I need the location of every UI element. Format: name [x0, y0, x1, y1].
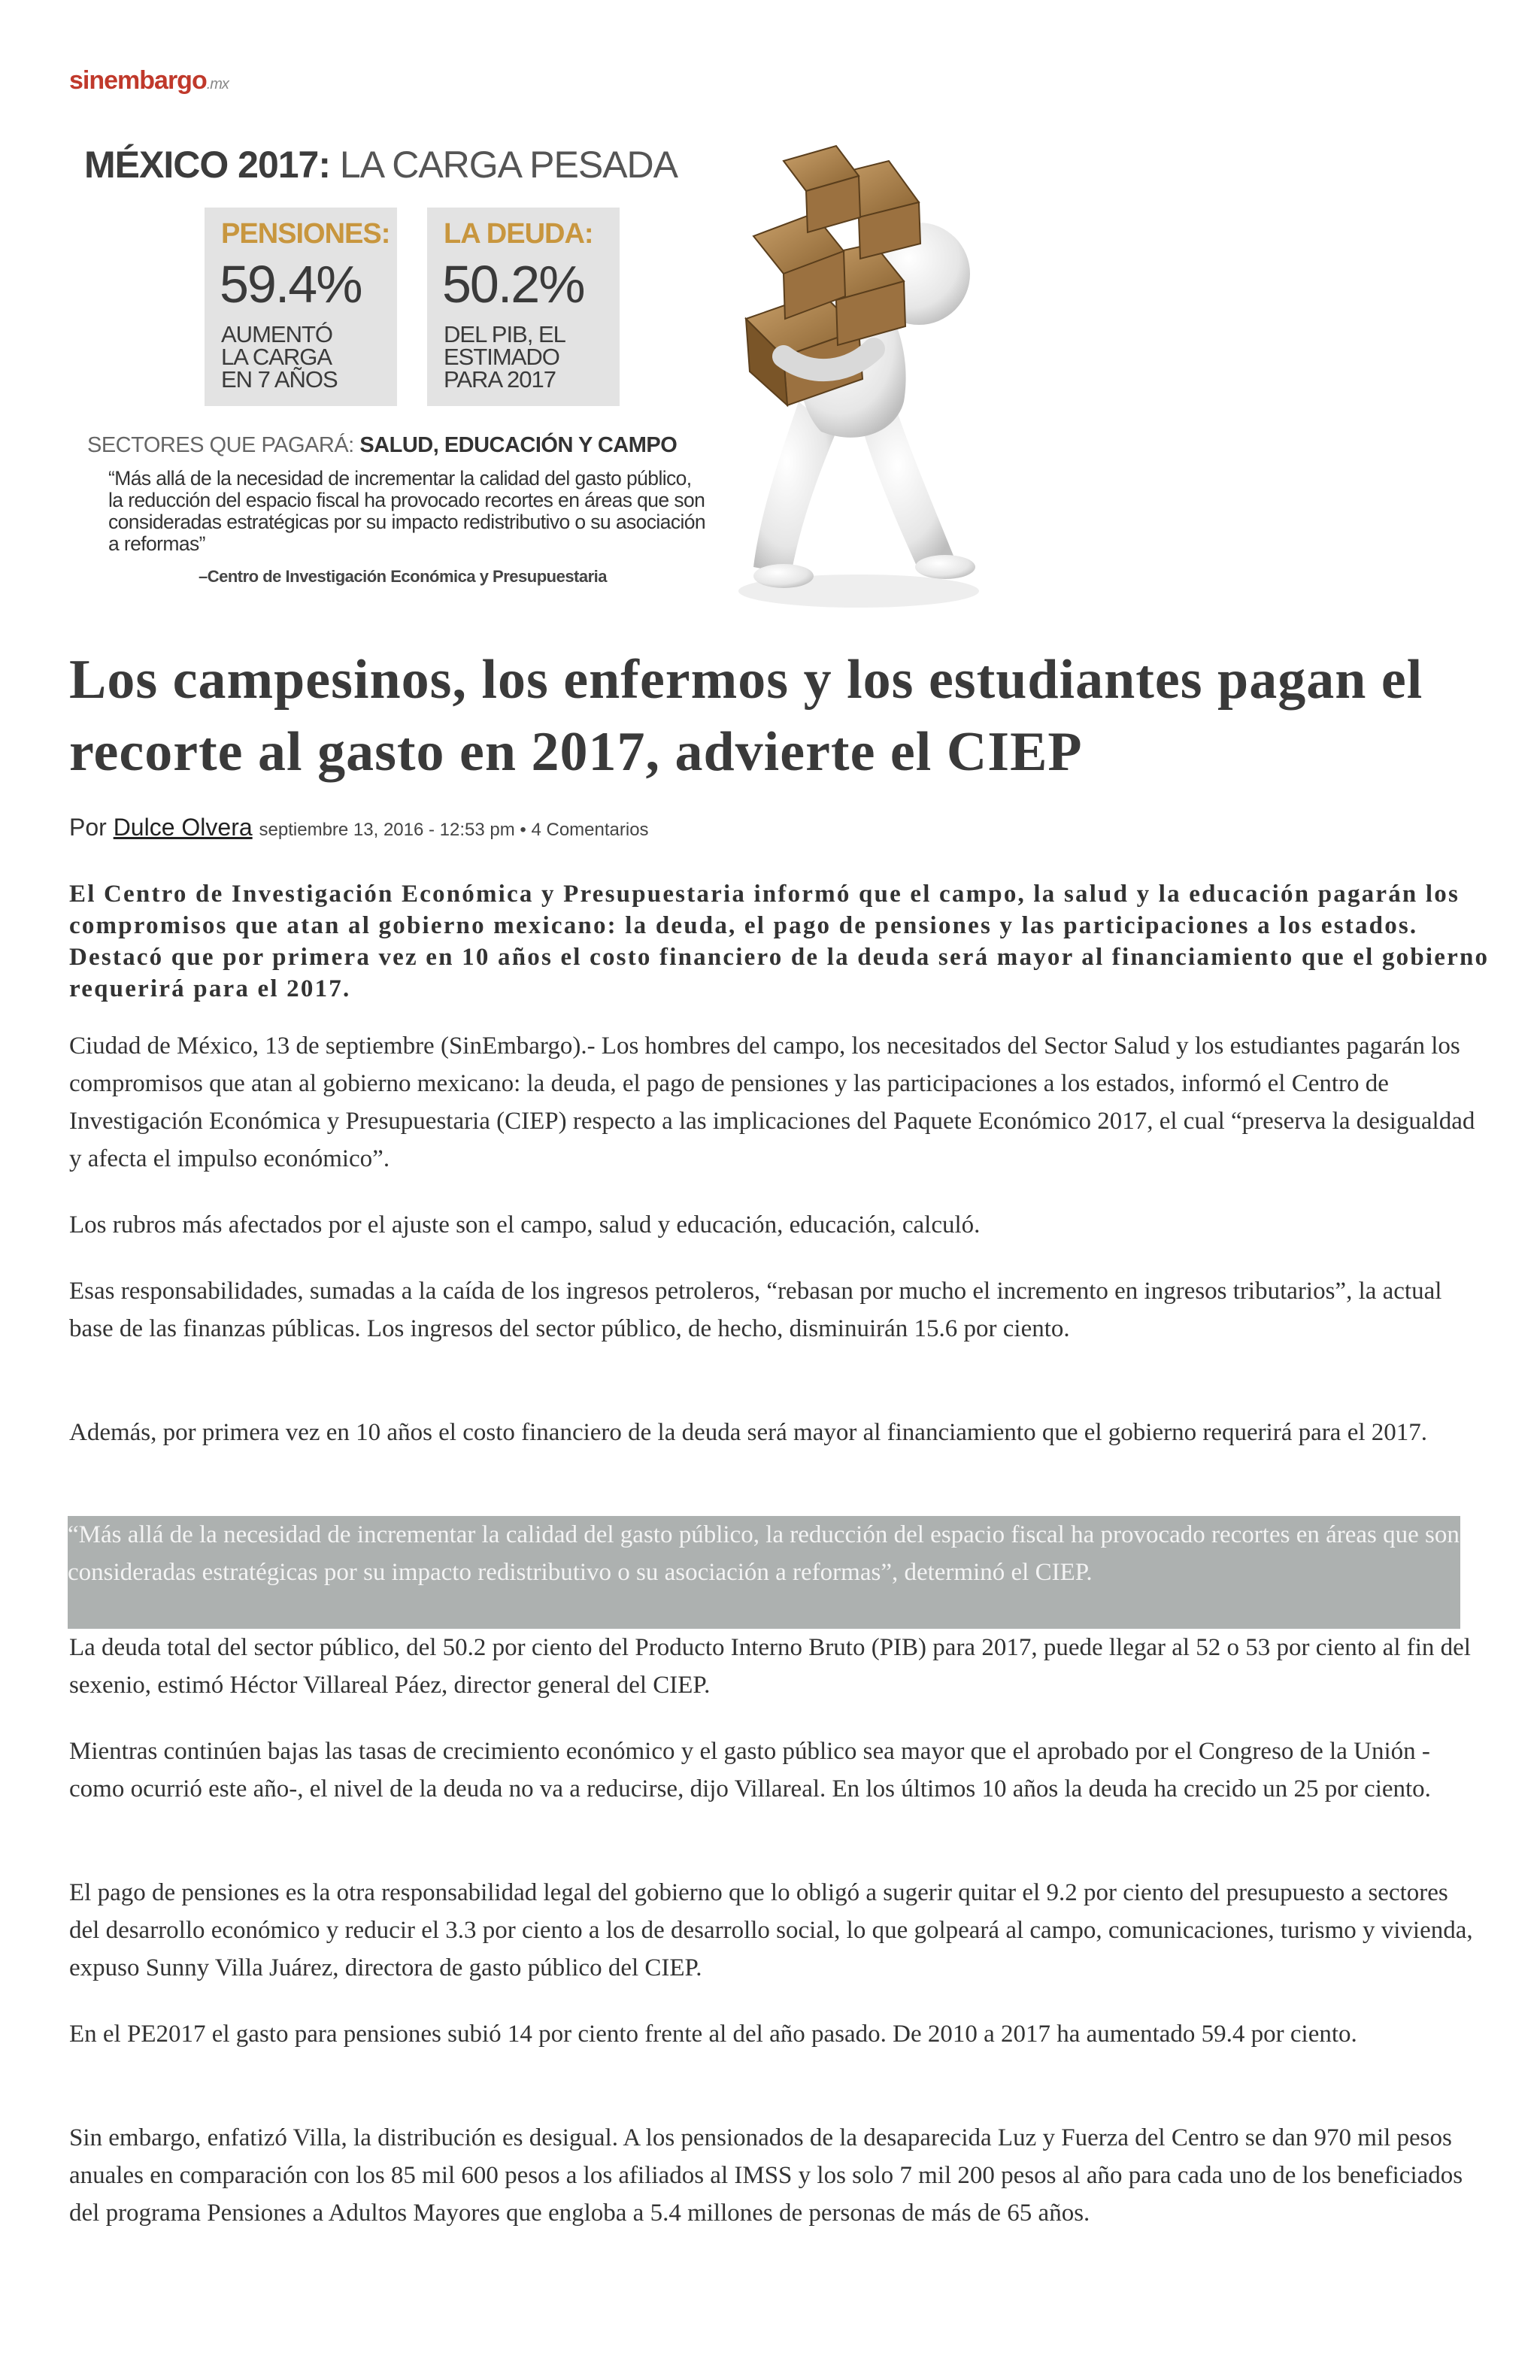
article-meta: septiembre 13, 2016 - 12:53 pm • 4 Comentarios — [259, 820, 649, 840]
article-paragraph: Esas responsabilidades, sumadas a la caída de los ingresos petroleros, “rebasan por mucho el incremento en ingresos tributarios”, la actual base de las finanzas públicas. Los ingresos del sector público, de hecho, disminuirán 15.6 por ciento. — [69, 1278, 1442, 1342]
pensions-desc-line: EN 7 AÑOS — [221, 366, 338, 393]
debt-desc-line: ESTIMADO — [444, 344, 559, 370]
infographic-quote: “Más allá de la necesidad de incrementar la calidad del gasto público, la reducción del espacio fiscal ha provocado recortes en áreas que son consideradas estratégicas por su impacto redistributivo o su asociación a reformas” — [108, 467, 706, 555]
debt-description — [444, 323, 617, 391]
pensions-stat-box — [205, 208, 397, 406]
debt-desc-line: DEL PIB, EL — [444, 321, 565, 347]
article-paragraph: La deuda total del sector público, del 50.2 por ciento del Producto Interno Bruto (PIB) para 2017, puede llegar al 52 o 53 por ciento al fin del sexenio, estimó Héctor Villareal Páez, director general del CIEP. — [69, 1634, 1471, 1699]
article-paragraph: Los rubros más afectados por el ajuste son el campo, salud y educación, educación, calculó. — [69, 1211, 981, 1239]
infographic-title — [84, 143, 678, 186]
pensions-value: 59.4% — [220, 255, 362, 314]
debt-label: LA DEUDA: — [444, 218, 593, 250]
debt-stat-box — [427, 208, 620, 406]
article-paragraph: Ciudad de México, 13 de septiembre (SinEmbargo).- Los hombres del campo, los necesitados del Sector Salud y los estudiantes pagarán los compromisos que atan al gobierno mexicano: la deuda, el pago de pensiones y las participaciones a los estados, informó el Centro de Investigación Económica y Presupuestaria (CIEP) respecto a las implicaciones del Paquete Económico 2017, el cual “preserva la desigualdad y afecta el impulso económico”. — [69, 1032, 1475, 1172]
article-paragraph: Sin embargo, enfatizó Villa, la distribución es desigual. A los pensionados de la desaparecida Luz y Fuerza del Centro se dan 970 mil pesos anuales en comparación con los 85 mil 600 pesos a los afiliados al IMSS y los solo 7 mil 200 pesos al año para cada uno de los beneficiados del programa Pensiones a Adultos Mayores que engloba a 5.4 millones de personas de más de 65 años. — [69, 2124, 1463, 2227]
site-logo[interactable] — [69, 66, 229, 96]
debt-desc-line: PARA 2017 — [444, 366, 556, 393]
infographic-title-bold: MÉXICO 2017: — [84, 144, 331, 186]
sectors-list: SALUD, EDUCACIÓN Y CAMPO — [359, 433, 678, 457]
logo-name: sinembargo — [69, 66, 207, 95]
infographic — [69, 108, 1006, 617]
article-lead: El Centro de Investigación Económica y Presupuestaria informó que el campo, la salud y la educación pagarán los compromisos que atan al gobierno mexicano: la deuda, el pago de pensiones y las participaciones a los estados. Destacó que por primera vez en 10 años el costo financiero de la deuda será mayor al financiamiento que el gobierno requerirá para el 2017. — [69, 881, 1490, 1002]
pensions-label: PENSIONES: — [221, 218, 390, 250]
infographic-title-light: LA CARGA PESADA — [339, 144, 678, 186]
pensions-description — [221, 323, 394, 391]
logo-tld: .mx — [206, 76, 229, 92]
person-carrying-boxes-illustration — [671, 131, 1006, 617]
infographic-source: –Centro de Investigación Económica y Presupuestaria — [199, 567, 608, 586]
article-paragraph: Mientras continúen bajas las tasas de crecimiento económico y el gasto público sea mayor que el aprobado por el Congreso de la Unión -como ocurrió este año-, el nivel de la deuda no va a reducirse, dijo Villareal. En los últimos 10 años la deuda ha crecido un 25 por ciento. — [69, 1738, 1431, 1802]
article-paragraph: En el PE2017 el gasto para pensiones subió 14 por ciento frente al del año pasado. De 2010 a 2017 ha aumentado 59.4 por ciento. — [69, 2021, 1357, 2048]
pensions-desc-line: LA CARGA — [221, 344, 332, 370]
sectors-prefix: SECTORES QUE PAGARÁ: — [87, 433, 354, 457]
byline — [69, 814, 649, 841]
debt-value: 50.2% — [442, 255, 584, 314]
author-link[interactable]: Dulce Olvera — [113, 814, 253, 841]
pull-quote: “Más allá de la necesidad de incrementar la calidad del gasto público, la reducción del espacio fiscal ha provocado recortes en áreas que son consideradas estratégicas por su impacto redistributivo o su asociación a reformas”, determinó el CIEP. — [68, 1516, 1460, 1629]
article-headline: Los campesinos, los enfermos y los estudiantes pagan el recorte al gasto en 2017, advierte el CIEP — [69, 649, 1423, 783]
article-paragraph: Además, por primera vez en 10 años el costo financiero de la deuda será mayor al financiamiento que el gobierno requerirá para el 2017. — [69, 1419, 1428, 1446]
pensions-desc-line: AUMENTÓ — [221, 321, 332, 347]
byline-prefix: Por — [69, 814, 107, 841]
sectors-line — [87, 433, 677, 458]
article-paragraph: El pago de pensiones es la otra responsabilidad legal del gobierno que lo obligó a sugerir quitar el 9.2 por ciento del presupuesto a sectores del desarrollo económico y reducir el 3.3 por ciento a los de desarrollo social, lo que golpeará al campo, comunicaciones, turismo y vivienda, expuso Sunny Villa Juárez, directora de gasto público del CIEP. — [69, 1879, 1473, 1981]
